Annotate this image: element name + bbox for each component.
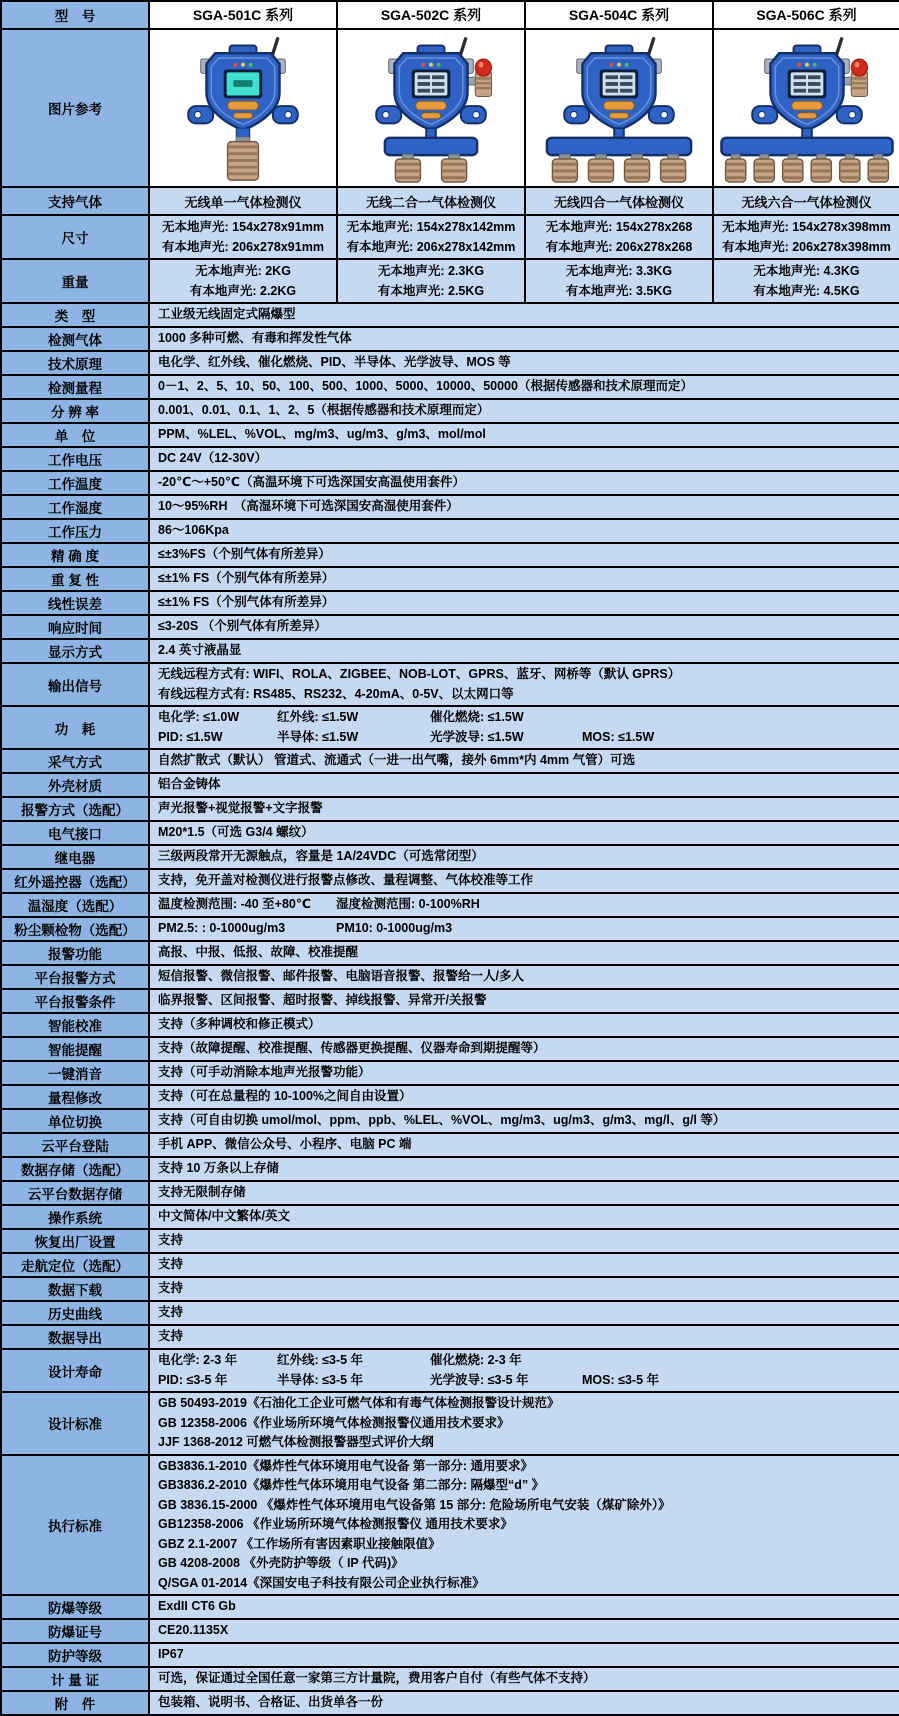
spec-value-38: 支持 [149, 1229, 899, 1253]
spec-label-31: 一键消音 [1, 1061, 149, 1085]
image-row [1, 29, 899, 187]
spec-value-47: CE20.1135X [149, 1619, 899, 1643]
spec-label-46: 防爆等级 [1, 1595, 149, 1619]
weight-row-label: 重量 [1, 259, 149, 303]
spec-label-38: 恢复出厂设置 [1, 1229, 149, 1253]
spec-row-21 [1, 821, 899, 845]
spec-label-24: 温湿度（选配） [1, 893, 149, 917]
weight-row-cell-3: 无本地声光: 3.3KG 有本地声光: 3.5KG [525, 259, 713, 303]
device-image-cell-3 [525, 29, 713, 187]
spec-row-29 [1, 1013, 899, 1037]
spec-row-13 [1, 591, 899, 615]
spec-row-28 [1, 989, 899, 1013]
spec-value-25: PM2.5: : 0-1000ug/m3 PM10: 0-1000ug/m3 [149, 917, 899, 941]
spec-value-17: 电化学: ≤1.0W 红外线: ≤1.5W 催化燃烧: ≤1.5W PID: ≤1.5W 半导体: ≤1.5W 光学波导: ≤1.5W MOS: ≤1.5W [149, 706, 899, 749]
spec-label-25: 粉尘颗检物（选配） [1, 917, 149, 941]
spec-label-37: 操作系统 [1, 1205, 149, 1229]
model-header-label: 型 号 [1, 1, 149, 29]
spec-label-42: 数据导出 [1, 1325, 149, 1349]
spec-label-50: 附 件 [1, 1691, 149, 1715]
spec-value-11: ≤±3%FS（个别气体有所差异） [149, 543, 899, 567]
model-name-2: SGA-502C 系列 [337, 1, 525, 29]
spec-value-6: PPM、%LEL、%VOL、mg/m3、ug/m3、g/m3、mol/mol [149, 423, 899, 447]
model-name-4: SGA-506C 系列 [713, 1, 899, 29]
weight-row-cell-4: 无本地声光: 4.3KG 有本地声光: 4.5KG [713, 259, 899, 303]
spec-row-14 [1, 615, 899, 639]
supported-gas-value-3: 无线四合一气体检测仪 [525, 187, 713, 215]
spec-label-1: 类 型 [1, 303, 149, 327]
spec-value-34: 手机 APP、微信公众号、小程序、电脑 PC 端 [149, 1133, 899, 1157]
spec-row-35 [1, 1157, 899, 1181]
spec-label-7: 工作电压 [1, 447, 149, 471]
spec-label-12: 重 复 性 [1, 567, 149, 591]
spec-label-10: 工作压力 [1, 519, 149, 543]
spec-label-6: 单 位 [1, 423, 149, 447]
spec-row-34 [1, 1133, 899, 1157]
spec-label-27: 平台报警方式 [1, 965, 149, 989]
spec-row-18 [1, 749, 899, 773]
spec-value-36: 支持无限制存储 [149, 1181, 899, 1205]
spec-label-20: 报警方式（选配） [1, 797, 149, 821]
spec-row-15 [1, 639, 899, 663]
spec-row-12 [1, 567, 899, 591]
spec-row-38 [1, 1229, 899, 1253]
gas-detector-hex-icon [714, 33, 899, 183]
supported-gas-value-1: 无线单一气体检测仪 [149, 187, 337, 215]
model-name-1: SGA-501C 系列 [149, 1, 337, 29]
spec-value-49: 可选，保证通过全国任意一家第三方计量院，费用客户自付（有些气体不支持） [149, 1667, 899, 1691]
spec-label-45: 执行标准 [1, 1455, 149, 1596]
spec-row-4 [1, 375, 899, 399]
spec-value-7: DC 24V（12-30V） [149, 447, 899, 471]
spec-label-23: 红外遥控器（选配） [1, 869, 149, 893]
spec-label-34: 云平台登陆 [1, 1133, 149, 1157]
spec-row-40 [1, 1277, 899, 1301]
spec-row-37 [1, 1205, 899, 1229]
spec-value-3: 电化学、红外线、催化燃烧、PID、半导体、光学波导、MOS 等 [149, 351, 899, 375]
gas-detector-single-icon [150, 33, 336, 183]
spec-row-24 [1, 893, 899, 917]
spec-label-48: 防护等级 [1, 1643, 149, 1667]
spec-label-9: 工作湿度 [1, 495, 149, 519]
spec-value-19: 铝合金铸体 [149, 773, 899, 797]
spec-row-33 [1, 1109, 899, 1133]
spec-label-21: 电气接口 [1, 821, 149, 845]
supported-gas-label: 支持气体 [1, 187, 149, 215]
spec-value-48: IP67 [149, 1643, 899, 1667]
gas-detector-dual-icon [338, 33, 524, 183]
spec-value-37: 中文简体/中文繁体/英文 [149, 1205, 899, 1229]
spec-value-18: 自然扩散式（默认） 管道式、流通式（一进一出气嘴，接外 6mm*内 4mm 气管）可选 [149, 749, 899, 773]
spec-value-20: 声光报警+视觉报警+文字报警 [149, 797, 899, 821]
size-row-cell-2: 无本地声光: 154x278x142mm 有本地声光: 206x278x142mm [337, 215, 525, 259]
spec-row-50 [1, 1691, 899, 1715]
spec-row-45 [1, 1455, 899, 1596]
spec-row-9 [1, 495, 899, 519]
spec-row-23 [1, 869, 899, 893]
spec-label-36: 云平台数据存储 [1, 1181, 149, 1205]
spec-label-28: 平台报警条件 [1, 989, 149, 1013]
spec-row-44 [1, 1392, 899, 1455]
spec-label-43: 设计寿命 [1, 1349, 149, 1392]
spec-row-39 [1, 1253, 899, 1277]
spec-value-43: 电化学: 2-3 年 红外线: ≤3-5 年 催化燃烧: 2-3 年 PID: ≤3-5 年 半导体: ≤3-5 年 光学波导: ≤3-5 年 MOS: ≤3-5 年 [149, 1349, 899, 1392]
spec-value-31: 支持（可手动消除本地声光报警功能） [149, 1061, 899, 1085]
spec-label-39: 走航定位（选配） [1, 1253, 149, 1277]
spec-row-30 [1, 1037, 899, 1061]
spec-row-25 [1, 917, 899, 941]
spec-row-36 [1, 1181, 899, 1205]
spec-row-16 [1, 663, 899, 706]
spec-row-42 [1, 1325, 899, 1349]
spec-row-3 [1, 351, 899, 375]
device-image-cell-1 [149, 29, 337, 187]
spec-row-49 [1, 1667, 899, 1691]
spec-value-28: 临界报警、区间报警、超时报警、掉线报警、异常开/关报警 [149, 989, 899, 1013]
spec-label-33: 单位切换 [1, 1109, 149, 1133]
spec-label-19: 外壳材质 [1, 773, 149, 797]
spec-value-21: M20*1.5（可选 G3/4 螺纹） [149, 821, 899, 845]
spec-row-8 [1, 471, 899, 495]
spec-value-27: 短信报警、微信报警、邮件报警、电脑语音报警、报警给一人/多人 [149, 965, 899, 989]
spec-row-5 [1, 399, 899, 423]
weight-row-cell-1: 无本地声光: 2KG 有本地声光: 2.2KG [149, 259, 337, 303]
spec-label-13: 线性误差 [1, 591, 149, 615]
spec-row-32 [1, 1085, 899, 1109]
spec-label-4: 检测量程 [1, 375, 149, 399]
spec-value-15: 2.4 英寸液晶显 [149, 639, 899, 663]
spec-value-9: 10～95%RH （高湿环境下可选深国安高湿使用套件） [149, 495, 899, 519]
spec-value-8: -20℃～+50℃（高温环境下可选深国安高温使用套件） [149, 471, 899, 495]
supported-gas-value-4: 无线六合一气体检测仪 [713, 187, 899, 215]
spec-row-22 [1, 845, 899, 869]
spec-row-11 [1, 543, 899, 567]
spec-value-33: 支持（可自由切换 umol/mol、ppm、ppb、%LEL、%VOL、mg/m3、ug/m3、g/m3、mg/l、g/l 等） [149, 1109, 899, 1133]
spec-label-3: 技术原理 [1, 351, 149, 375]
spec-value-32: 支持（可在总量程的 10-100%之间自由设置） [149, 1085, 899, 1109]
spec-row-41 [1, 1301, 899, 1325]
spec-value-16: 无线远程方式有: WIFI、ROLA、ZIGBEE、NOB-LOT、GPRS、蓝牙、网桥等（默认 GPRS） 有线远程方式有: RS485、RS232、4-20mA、0-5V、以太网口等 [149, 663, 899, 706]
spec-value-14: ≤3-20S （个别气体有所差异） [149, 615, 899, 639]
model-name-3: SGA-504C 系列 [525, 1, 713, 29]
spec-value-30: 支持（故障提醒、校准提醒、传感器更换提醒、仪器寿命到期提醒等） [149, 1037, 899, 1061]
spec-value-29: 支持（多种调校和修正模式） [149, 1013, 899, 1037]
spec-label-22: 继电器 [1, 845, 149, 869]
spec-value-44: GB 50493-2019《石油化工企业可燃气体和有毒气体检测报警设计规范》 GB 12358-2006《作业场所环境气体检测报警仪通用技术要求》 JJF 1368-2012 可燃气体检测报警器型式评价大纲 [149, 1392, 899, 1455]
spec-value-41: 支持 [149, 1301, 899, 1325]
spec-value-35: 支持 10 万条以上存储 [149, 1157, 899, 1181]
spec-label-17: 功 耗 [1, 706, 149, 749]
supported-gas-value-2: 无线二合一气体检测仪 [337, 187, 525, 215]
spec-label-35: 数据存储（选配） [1, 1157, 149, 1181]
spec-value-1: 工业级无线固定式隔爆型 [149, 303, 899, 327]
size-row [1, 215, 899, 259]
size-row-cell-4: 无本地声光: 154x278x398mm 有本地声光: 206x278x398mm [713, 215, 899, 259]
spec-label-11: 精 确 度 [1, 543, 149, 567]
spec-label-29: 智能校准 [1, 1013, 149, 1037]
spec-row-31 [1, 1061, 899, 1085]
spec-label-14: 响应时间 [1, 615, 149, 639]
spec-row-20 [1, 797, 899, 821]
spec-label-41: 历史曲线 [1, 1301, 149, 1325]
spec-label-15: 显示方式 [1, 639, 149, 663]
spec-value-40: 支持 [149, 1277, 899, 1301]
spec-label-47: 防爆证号 [1, 1619, 149, 1643]
spec-row-7 [1, 447, 899, 471]
spec-row-46 [1, 1595, 899, 1619]
spec-label-44: 设计标准 [1, 1392, 149, 1455]
spec-row-43 [1, 1349, 899, 1392]
spec-row-26 [1, 941, 899, 965]
weight-row [1, 259, 899, 303]
spec-label-40: 数据下载 [1, 1277, 149, 1301]
spec-row-10 [1, 519, 899, 543]
spec-label-16: 输出信号 [1, 663, 149, 706]
spec-label-26: 报警功能 [1, 941, 149, 965]
spec-value-24: 温度检测范围: -40 至+80℃ 湿度检测范围: 0-100%RH [149, 893, 899, 917]
spec-value-23: 支持，免开盖对检测仪进行报警点修改、量程调整、气体校准等工作 [149, 869, 899, 893]
size-row-cell-3: 无本地声光: 154x278x268 有本地声光: 206x278x268 [525, 215, 713, 259]
spec-label-5: 分 辨 率 [1, 399, 149, 423]
spec-label-2: 检测气体 [1, 327, 149, 351]
size-row-label: 尺寸 [1, 215, 149, 259]
device-image-cell-2 [337, 29, 525, 187]
spec-label-30: 智能提醒 [1, 1037, 149, 1061]
spec-row-1 [1, 303, 899, 327]
spec-value-50: 包装箱、说明书、合格证、出货单各一份 [149, 1691, 899, 1715]
spec-value-4: 0－1、2、5、10、50、100、500、1000、5000、10000、50000（根据传感器和技术原理而定） [149, 375, 899, 399]
spec-value-13: ≤±1% FS（个别气体有所差异） [149, 591, 899, 615]
spec-value-5: 0.001、0.01、0.1、1、2、5（根据传感器和技术原理而定） [149, 399, 899, 423]
spec-value-46: ExdII CT6 Gb [149, 1595, 899, 1619]
spec-row-47 [1, 1619, 899, 1643]
spec-label-18: 采气方式 [1, 749, 149, 773]
spec-value-45: GB3836.1-2010《爆炸性气体环境用电气设备 第一部分: 通用要求》 GB3836.2-2010《爆炸性气体环境用电气设备 第二部分: 隔爆型“d” 》 GB 3836.15-2000 《爆炸性气体环境用电气设备第 15 部分: 危险场所电气安装（煤矿除外）》 GB12358-2006 《作业场所环境气体检测报警仪 通用技术要求》 GBZ 2.1-2007 《工作场所有害因素职业接触限值》 GB 4208-2008 《外壳防护等级（ IP 代码)》 Q/SGA 01-2014《深国安电子科技有限公司企业执行标准》 [149, 1455, 899, 1596]
spec-value-26: 高报、中报、低报、故障、校准提醒 [149, 941, 899, 965]
spec-row-27 [1, 965, 899, 989]
header-row [1, 1, 899, 29]
spec-label-32: 量程修改 [1, 1085, 149, 1109]
spec-value-10: 86～106Kpa [149, 519, 899, 543]
spec-row-2 [1, 327, 899, 351]
device-image-cell-4 [713, 29, 899, 187]
spec-label-8: 工作温度 [1, 471, 149, 495]
size-row-cell-1: 无本地声光: 154x278x91mm 有本地声光: 206x278x91mm [149, 215, 337, 259]
spec-row-48 [1, 1643, 899, 1667]
spec-row-19 [1, 773, 899, 797]
spec-row-6 [1, 423, 899, 447]
spec-value-42: 支持 [149, 1325, 899, 1349]
spec-value-39: 支持 [149, 1253, 899, 1277]
spec-label-49: 计 量 证 [1, 1667, 149, 1691]
spec-value-22: 三级两段常开无源触点，容量是 1A/24VDC（可选常闭型） [149, 845, 899, 869]
image-row-label: 图片参考 [1, 29, 149, 187]
gas-detector-quad-icon [526, 33, 712, 183]
spec-row-17 [1, 706, 899, 749]
supported-gas-row [1, 187, 899, 215]
spec-value-12: ≤±1% FS（个别气体有所差异） [149, 567, 899, 591]
spec-value-2: 1000 多种可燃、有毒和挥发性气体 [149, 327, 899, 351]
weight-row-cell-2: 无本地声光: 2.3KG 有本地声光: 2.5KG [337, 259, 525, 303]
